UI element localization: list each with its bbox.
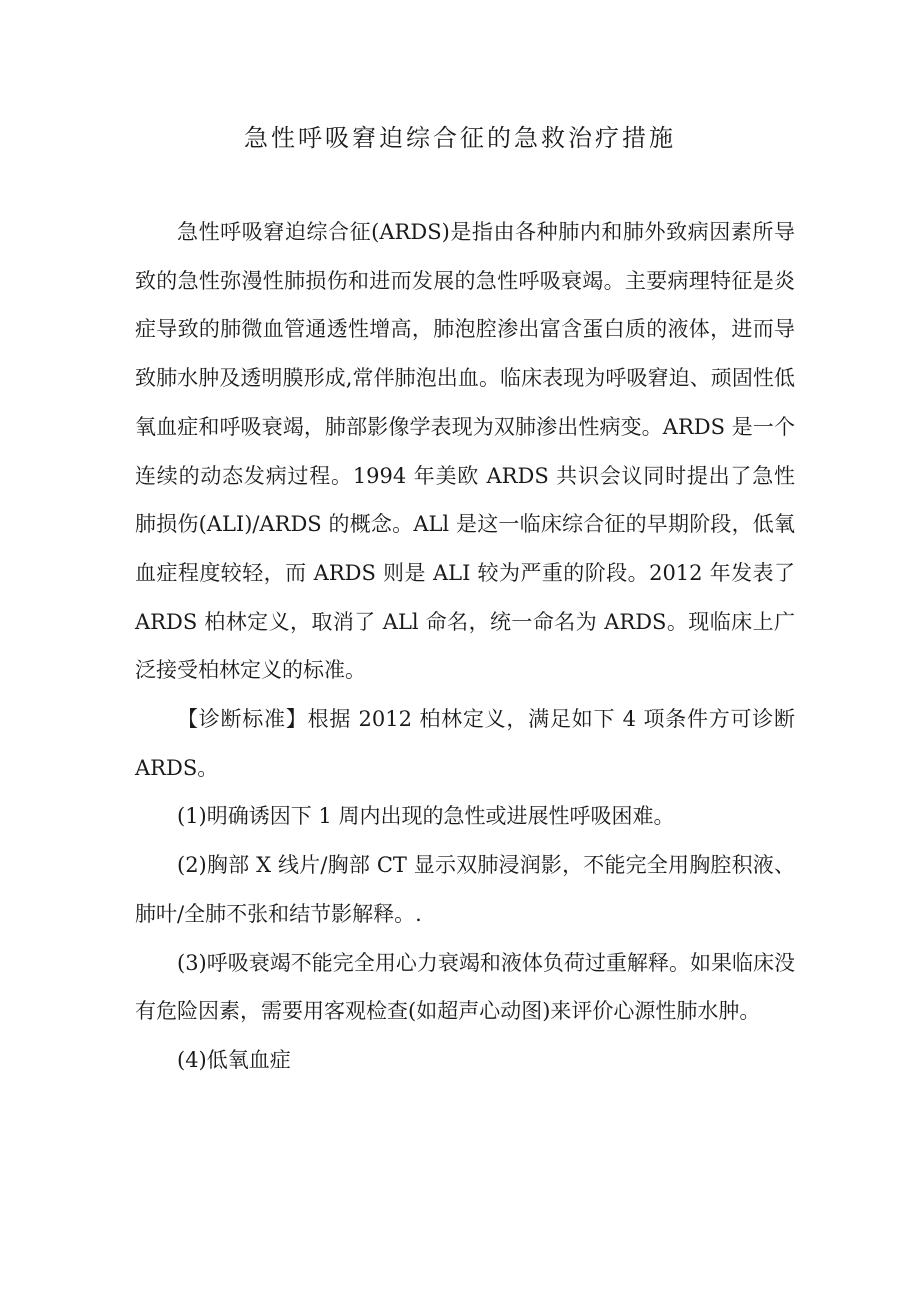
criterion-4: (4)低氧血症 <box>177 1047 291 1072</box>
paragraph-definition: 急性呼吸窘迫综合征(ARDS)是指由各种肺内和肺外致病因素所导致的急性弥漫性肺损伤和进而发展的急性呼吸衰竭。主要病理特征是炎症导致的肺微血管通透性增高，肺泡腔渗出富含蛋白质的液体，进而导致肺水肿及透明膜形成,常伴肺泡出血。临床表现为呼吸窘迫、顽固性低氧血症和呼吸衰竭，肺部影像学表现为双肺渗出性病变。ARDS 是一个连续的动态发病过程。1994 年美欧 ARDS 共识会议同时提出了急性肺损伤(ALI)/ARDS 的概念。ALl 是这一临床综合征的早期阶段，低氧血症程度较轻，而 ARDS 则是 ALI 较为严重的阶段。2012 年发表了 ARDS 柏林定义，取消了 ALl 命名，统一命名为 ARDS。现临床上广泛接受柏林定义的标准。 <box>135 220 795 683</box>
section-label: 【诊断标准】 <box>177 707 308 732</box>
criterion-3: (3)呼吸衰竭不能完全用心力衰竭和液体负荷过重解释。如果临床没有危险因素，需要用客观检查(如超声心动图)来评价心源性肺水肿。 <box>135 950 795 1024</box>
paragraph-text: 根据 2012 柏林定义，满足如下 4 项条件方可诊断 ARDS。 <box>135 707 795 780</box>
paragraph-diagnostic-criteria <box>135 695 795 792</box>
document-body <box>135 208 795 1085</box>
criterion-1: (1)明确诱因下 1 周内出现的急性或进展性呼吸困难。 <box>177 804 675 829</box>
criterion-2: (2)胸部 X 线片/胸部 CT 显示双肺浸润影，不能完全用胸腔积液、肺叶/全肺不张和结节影解释。. <box>135 853 795 926</box>
document-title: 急性呼吸窘迫综合征的急救治疗措施 <box>244 124 676 152</box>
